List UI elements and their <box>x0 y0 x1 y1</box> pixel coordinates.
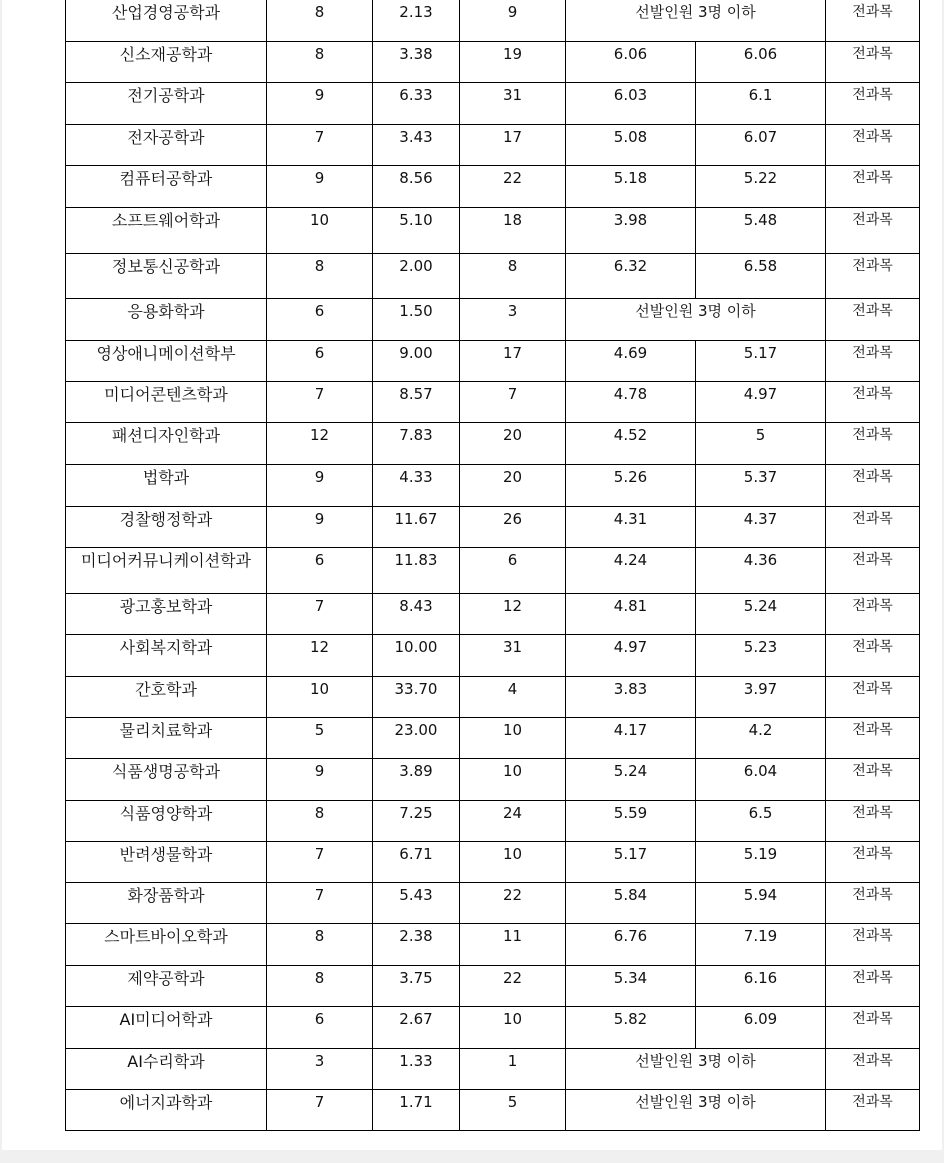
waitlist-cell: 31 <box>460 83 566 125</box>
grade-avg-cell: 3.83 <box>566 677 696 718</box>
grade-avg-cell: 5.26 <box>566 465 696 507</box>
grade-cut-cell: 5.48 <box>696 208 826 254</box>
grade-cut-cell: 5.17 <box>696 341 826 382</box>
table-row <box>66 507 920 548</box>
department-cell: 스마트바이오학과 <box>66 924 267 966</box>
grade-cut-cell: 5.94 <box>696 883 826 924</box>
grade-avg-cell: 4.69 <box>566 341 696 382</box>
table-row <box>66 42 920 83</box>
grade-avg-cell: 4.81 <box>566 594 696 635</box>
table-row <box>66 83 920 125</box>
recruit-count-cell: 7 <box>267 125 373 166</box>
admission-results-table <box>65 0 920 1131</box>
subjects-cell: 전과목 <box>826 548 920 594</box>
grade-cut-cell: 6.06 <box>696 42 826 83</box>
subjects-cell: 전과목 <box>826 83 920 125</box>
grade-avg-cell: 4.52 <box>566 423 696 465</box>
department-cell: 미디어콘텐츠학과 <box>66 382 267 423</box>
waitlist-cell: 11 <box>460 924 566 966</box>
subjects-cell: 전과목 <box>826 465 920 507</box>
merged-note-cell: 선발인원 3명 이하 <box>566 1090 826 1131</box>
competition-rate-cell: 10.00 <box>373 635 460 677</box>
grade-cut-cell: 6.04 <box>696 759 826 801</box>
grade-avg-cell: 4.24 <box>566 548 696 594</box>
grade-cut-cell: 5.22 <box>696 166 826 208</box>
recruit-count-cell: 10 <box>267 208 373 254</box>
department-cell: 반려생물학과 <box>66 842 267 883</box>
grade-avg-cell: 3.98 <box>566 208 696 254</box>
grade-cut-cell: 4.37 <box>696 507 826 548</box>
recruit-count-cell: 8 <box>267 801 373 842</box>
recruit-count-cell: 9 <box>267 507 373 548</box>
recruit-count-cell: 9 <box>267 465 373 507</box>
grade-cut-cell: 5.37 <box>696 465 826 507</box>
recruit-count-cell: 9 <box>267 83 373 125</box>
recruit-count-cell: 7 <box>267 842 373 883</box>
department-cell: AI수리학과 <box>66 1049 267 1090</box>
competition-rate-cell: 1.71 <box>373 1090 460 1131</box>
table-row <box>66 125 920 166</box>
table-row <box>66 677 920 718</box>
table-row <box>66 718 920 759</box>
department-cell: 물리치료학과 <box>66 718 267 759</box>
subjects-cell: 전과목 <box>826 801 920 842</box>
subjects-cell: 전과목 <box>826 382 920 423</box>
department-cell: 전기공학과 <box>66 83 267 125</box>
department-cell: 신소재공학과 <box>66 42 267 83</box>
waitlist-cell: 6 <box>460 548 566 594</box>
grade-cut-cell: 5.23 <box>696 635 826 677</box>
competition-rate-cell: 23.00 <box>373 718 460 759</box>
table-row <box>66 166 920 208</box>
waitlist-cell: 20 <box>460 423 566 465</box>
grade-cut-cell: 6.58 <box>696 254 826 299</box>
competition-rate-cell: 2.00 <box>373 254 460 299</box>
recruit-count-cell: 7 <box>267 1090 373 1131</box>
merged-note-cell: 선발인원 3명 이하 <box>566 0 826 42</box>
grade-cut-cell: 6.09 <box>696 1007 826 1049</box>
grade-avg-cell: 5.34 <box>566 966 696 1007</box>
department-cell: 응용화학과 <box>66 299 267 341</box>
grade-cut-cell: 4.36 <box>696 548 826 594</box>
table-row <box>66 635 920 677</box>
department-cell: 정보통신공학과 <box>66 254 267 299</box>
waitlist-cell: 3 <box>460 299 566 341</box>
table-row <box>66 208 920 254</box>
grade-cut-cell: 3.97 <box>696 677 826 718</box>
recruit-count-cell: 7 <box>267 382 373 423</box>
recruit-count-cell: 8 <box>267 924 373 966</box>
document-page <box>2 0 942 1150</box>
competition-rate-cell: 9.00 <box>373 341 460 382</box>
subjects-cell: 전과목 <box>826 718 920 759</box>
competition-rate-cell: 2.38 <box>373 924 460 966</box>
subjects-cell: 전과목 <box>826 924 920 966</box>
merged-note-cell: 선발인원 3명 이하 <box>566 299 826 341</box>
competition-rate-cell: 8.56 <box>373 166 460 208</box>
waitlist-cell: 10 <box>460 718 566 759</box>
table-row <box>66 759 920 801</box>
waitlist-cell: 12 <box>460 594 566 635</box>
competition-rate-cell: 4.33 <box>373 465 460 507</box>
subjects-cell: 전과목 <box>826 1007 920 1049</box>
table-row <box>66 924 920 966</box>
recruit-count-cell: 12 <box>267 423 373 465</box>
recruit-count-cell: 8 <box>267 42 373 83</box>
recruit-count-cell: 10 <box>267 677 373 718</box>
grade-avg-cell: 5.84 <box>566 883 696 924</box>
recruit-count-cell: 7 <box>267 883 373 924</box>
subjects-cell: 전과목 <box>826 1049 920 1090</box>
recruit-count-cell: 8 <box>267 966 373 1007</box>
competition-rate-cell: 2.67 <box>373 1007 460 1049</box>
grade-cut-cell: 4.2 <box>696 718 826 759</box>
recruit-count-cell: 8 <box>267 254 373 299</box>
recruit-count-cell: 9 <box>267 166 373 208</box>
grade-avg-cell: 5.17 <box>566 842 696 883</box>
table-row <box>66 465 920 507</box>
competition-rate-cell: 2.13 <box>373 0 460 42</box>
department-cell: 식품영양학과 <box>66 801 267 842</box>
subjects-cell: 전과목 <box>826 1090 920 1131</box>
subjects-cell: 전과목 <box>826 677 920 718</box>
competition-rate-cell: 33.70 <box>373 677 460 718</box>
competition-rate-cell: 3.38 <box>373 42 460 83</box>
merged-note-cell: 선발인원 3명 이하 <box>566 1049 826 1090</box>
grade-avg-cell: 4.78 <box>566 382 696 423</box>
department-cell: 사회복지학과 <box>66 635 267 677</box>
waitlist-cell: 24 <box>460 801 566 842</box>
table-row <box>66 382 920 423</box>
competition-rate-cell: 3.89 <box>373 759 460 801</box>
waitlist-cell: 7 <box>460 382 566 423</box>
table-row <box>66 801 920 842</box>
recruit-count-cell: 7 <box>267 594 373 635</box>
waitlist-cell: 22 <box>460 166 566 208</box>
department-cell: 제약공학과 <box>66 966 267 1007</box>
grade-avg-cell: 4.97 <box>566 635 696 677</box>
subjects-cell: 전과목 <box>826 759 920 801</box>
recruit-count-cell: 6 <box>267 548 373 594</box>
table-row <box>66 423 920 465</box>
subjects-cell: 전과목 <box>826 0 920 42</box>
recruit-count-cell: 9 <box>267 759 373 801</box>
waitlist-cell: 20 <box>460 465 566 507</box>
grade-cut-cell: 4.97 <box>696 382 826 423</box>
competition-rate-cell: 1.33 <box>373 1049 460 1090</box>
subjects-cell: 전과목 <box>826 341 920 382</box>
recruit-count-cell: 5 <box>267 718 373 759</box>
subjects-cell: 전과목 <box>826 507 920 548</box>
subjects-cell: 전과목 <box>826 635 920 677</box>
grade-avg-cell: 5.59 <box>566 801 696 842</box>
department-cell: 미디어커뮤니케이션학과 <box>66 548 267 594</box>
waitlist-cell: 22 <box>460 883 566 924</box>
department-cell: 화장품학과 <box>66 883 267 924</box>
waitlist-cell: 31 <box>460 635 566 677</box>
subjects-cell: 전과목 <box>826 208 920 254</box>
grade-avg-cell: 5.24 <box>566 759 696 801</box>
table-row <box>66 1049 920 1090</box>
department-cell: 전자공학과 <box>66 125 267 166</box>
subjects-cell: 전과목 <box>826 594 920 635</box>
table-row <box>66 966 920 1007</box>
table-row <box>66 883 920 924</box>
department-cell: 패션디자인학과 <box>66 423 267 465</box>
table-row <box>66 0 920 42</box>
waitlist-cell: 4 <box>460 677 566 718</box>
recruit-count-cell: 3 <box>267 1049 373 1090</box>
grade-cut-cell: 6.1 <box>696 83 826 125</box>
table-body <box>66 0 920 1131</box>
competition-rate-cell: 1.50 <box>373 299 460 341</box>
waitlist-cell: 19 <box>460 42 566 83</box>
department-cell: AI미디어학과 <box>66 1007 267 1049</box>
competition-rate-cell: 6.33 <box>373 83 460 125</box>
subjects-cell: 전과목 <box>826 883 920 924</box>
waitlist-cell: 1 <box>460 1049 566 1090</box>
table-row <box>66 594 920 635</box>
grade-cut-cell: 7.19 <box>696 924 826 966</box>
recruit-count-cell: 12 <box>267 635 373 677</box>
grade-avg-cell: 5.82 <box>566 1007 696 1049</box>
recruit-count-cell: 6 <box>267 1007 373 1049</box>
waitlist-cell: 8 <box>460 254 566 299</box>
grade-cut-cell: 5.24 <box>696 594 826 635</box>
competition-rate-cell: 3.75 <box>373 966 460 1007</box>
department-cell: 영상애니메이션학부 <box>66 341 267 382</box>
grade-avg-cell: 6.03 <box>566 83 696 125</box>
grade-cut-cell: 6.5 <box>696 801 826 842</box>
waitlist-cell: 26 <box>460 507 566 548</box>
waitlist-cell: 18 <box>460 208 566 254</box>
subjects-cell: 전과목 <box>826 166 920 208</box>
department-cell: 간호학과 <box>66 677 267 718</box>
grade-cut-cell: 6.16 <box>696 966 826 1007</box>
competition-rate-cell: 3.43 <box>373 125 460 166</box>
recruit-count-cell: 8 <box>267 0 373 42</box>
subjects-cell: 전과목 <box>826 423 920 465</box>
grade-cut-cell: 5 <box>696 423 826 465</box>
subjects-cell: 전과목 <box>826 42 920 83</box>
department-cell: 식품생명공학과 <box>66 759 267 801</box>
recruit-count-cell: 6 <box>267 299 373 341</box>
waitlist-cell: 10 <box>460 1007 566 1049</box>
grade-avg-cell: 5.18 <box>566 166 696 208</box>
department-cell: 컴퓨터공학과 <box>66 166 267 208</box>
waitlist-cell: 9 <box>460 0 566 42</box>
recruit-count-cell: 6 <box>267 341 373 382</box>
department-cell: 산업경영공학과 <box>66 0 267 42</box>
competition-rate-cell: 8.43 <box>373 594 460 635</box>
table-row <box>66 842 920 883</box>
grade-avg-cell: 4.17 <box>566 718 696 759</box>
competition-rate-cell: 8.57 <box>373 382 460 423</box>
subjects-cell: 전과목 <box>826 842 920 883</box>
table-row <box>66 299 920 341</box>
department-cell: 광고홍보학과 <box>66 594 267 635</box>
department-cell: 에너지과학과 <box>66 1090 267 1131</box>
grade-avg-cell: 6.76 <box>566 924 696 966</box>
waitlist-cell: 10 <box>460 842 566 883</box>
table-row <box>66 548 920 594</box>
subjects-cell: 전과목 <box>826 299 920 341</box>
subjects-cell: 전과목 <box>826 254 920 299</box>
waitlist-cell: 22 <box>460 966 566 1007</box>
department-cell: 법학과 <box>66 465 267 507</box>
waitlist-cell: 10 <box>460 759 566 801</box>
waitlist-cell: 17 <box>460 125 566 166</box>
competition-rate-cell: 7.25 <box>373 801 460 842</box>
grade-avg-cell: 6.06 <box>566 42 696 83</box>
grade-avg-cell: 4.31 <box>566 507 696 548</box>
competition-rate-cell: 11.83 <box>373 548 460 594</box>
table-row <box>66 1007 920 1049</box>
grade-cut-cell: 6.07 <box>696 125 826 166</box>
table-row <box>66 1090 920 1131</box>
subjects-cell: 전과목 <box>826 125 920 166</box>
grade-avg-cell: 5.08 <box>566 125 696 166</box>
department-cell: 경찰행정학과 <box>66 507 267 548</box>
competition-rate-cell: 6.71 <box>373 842 460 883</box>
table-row <box>66 341 920 382</box>
waitlist-cell: 17 <box>460 341 566 382</box>
grade-cut-cell: 5.19 <box>696 842 826 883</box>
subjects-cell: 전과목 <box>826 966 920 1007</box>
table-row <box>66 254 920 299</box>
department-cell: 소프트웨어학과 <box>66 208 267 254</box>
competition-rate-cell: 5.43 <box>373 883 460 924</box>
competition-rate-cell: 5.10 <box>373 208 460 254</box>
competition-rate-cell: 11.67 <box>373 507 460 548</box>
competition-rate-cell: 7.83 <box>373 423 460 465</box>
waitlist-cell: 5 <box>460 1090 566 1131</box>
grade-avg-cell: 6.32 <box>566 254 696 299</box>
